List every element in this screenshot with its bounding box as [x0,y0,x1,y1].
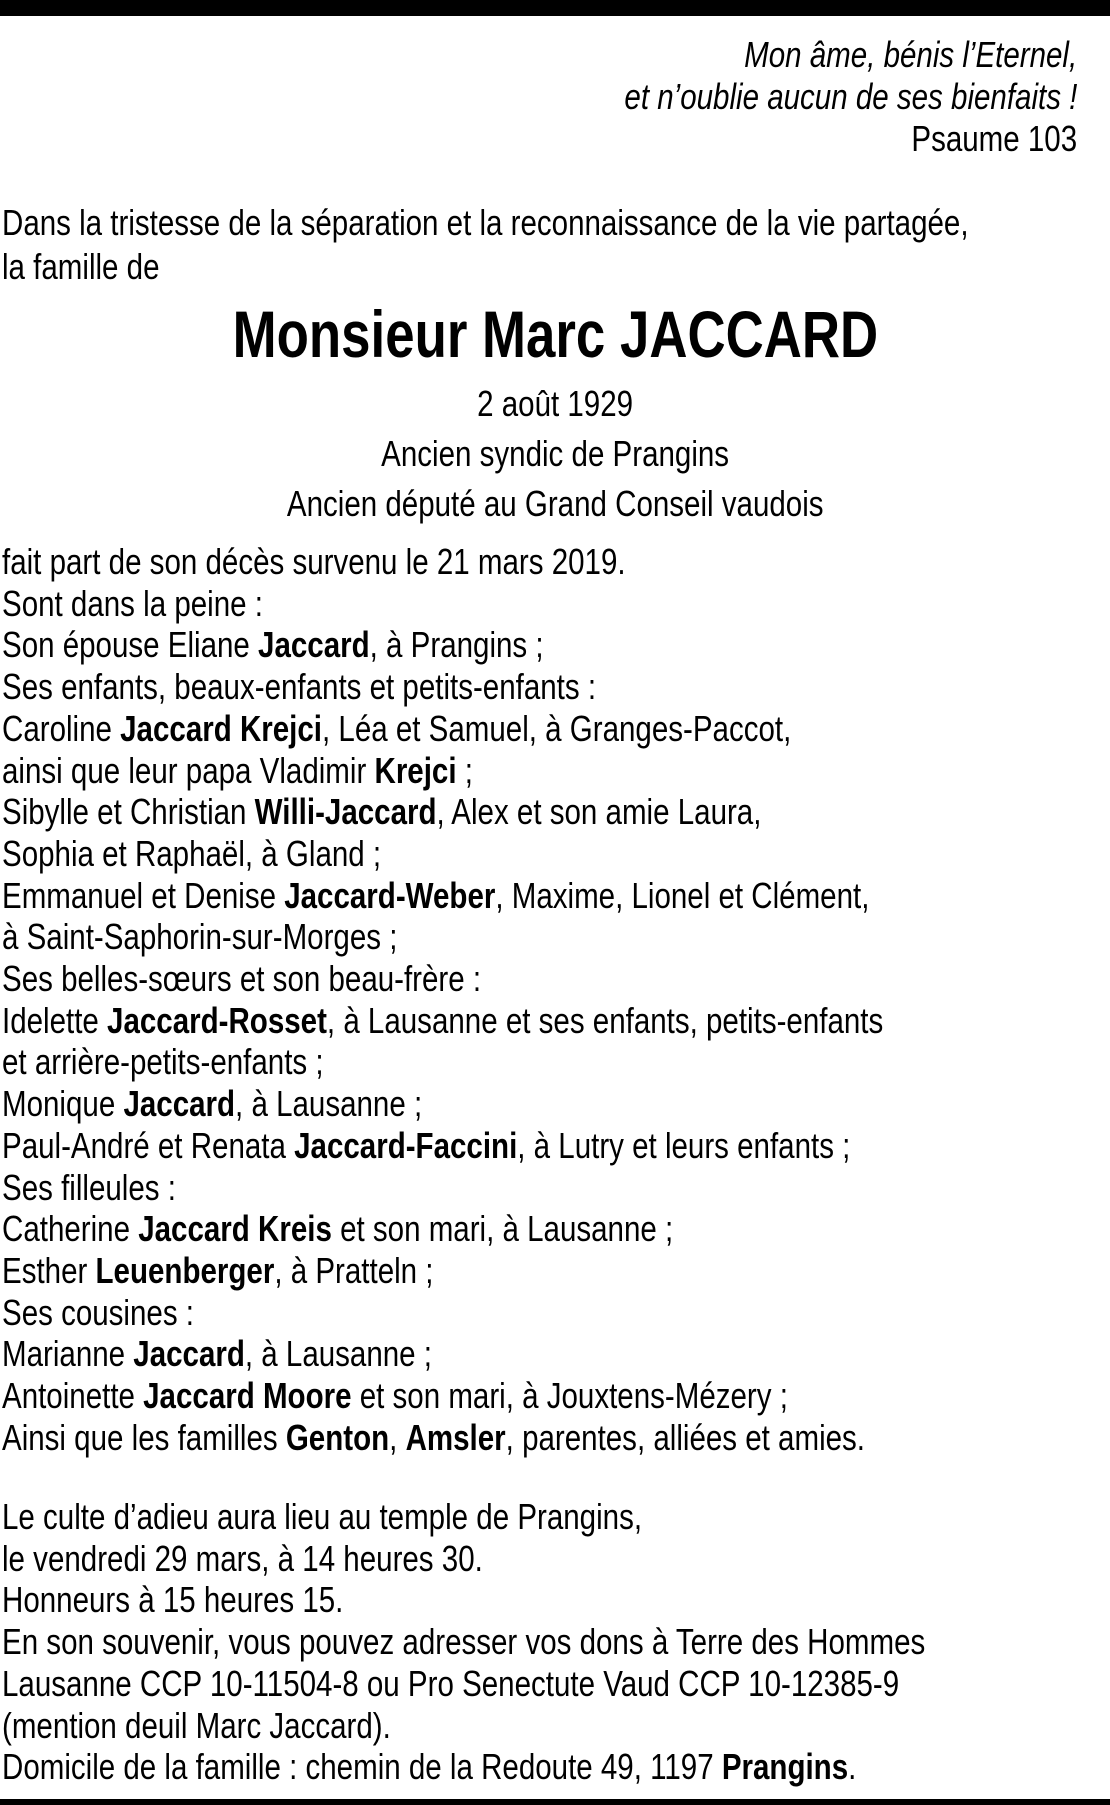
family-line-text [2,541,626,583]
family-line-text [2,833,381,875]
text-segment: Le culte d’adieu aura lieu au temple de Prangins, [2,1496,643,1537]
family-line-text [2,666,596,708]
intro-line [0,201,1110,245]
info-line-text [2,1663,899,1705]
family-line-text [2,958,481,1000]
info-line-text [2,1705,391,1747]
family-line [0,583,1110,625]
family-line-text [2,1041,324,1083]
family-line-text [2,1208,673,1250]
family-line [0,624,1110,666]
family-name: Jaccard-Weber [284,874,496,916]
text-segment: Paul-André et Renata [2,1124,295,1166]
info-line [0,1579,1110,1621]
info-line [0,1663,1110,1705]
psalm-quote [0,34,1110,160]
text-segment: Esther [2,1249,96,1291]
deceased-name [0,294,1110,374]
quote-reference [0,118,1110,160]
quote-text: Mon âme, bénis l’Eternel, [743,34,1077,75]
text-segment: et arrière-petits-enfants ; [2,1041,324,1083]
family-name: Jaccard [123,1083,236,1125]
family-line-text [2,750,473,792]
intro-line [0,245,1110,289]
family-line [0,1167,1110,1209]
text-segment: Honneurs à 15 heures 15. [2,1579,344,1621]
quote-line [0,34,1110,76]
text-segment: , à Lausanne et ses enfants, petits-enfants [326,999,884,1041]
text-segment: Antoinette [2,1375,144,1417]
info-line [0,1496,1110,1538]
intro [0,201,1110,289]
family-name: Willi-Jaccard [254,791,437,833]
family-name: Amsler [405,1416,506,1458]
info-line [0,1621,1110,1663]
text-segment: , à Lutry et leurs enfants ; [517,1124,851,1166]
family-name: Jaccard Moore [143,1375,352,1417]
text-segment: ainsi que leur papa Vladimir [2,749,375,791]
text-segment: Idelette [2,999,108,1041]
deceased-name-text: Monsieur Marc JACCARD [232,297,878,371]
family-line [0,958,1110,1000]
info-line [0,1705,1110,1747]
text-segment: fait part de son décès survenu le 21 mars 2019. [2,541,626,582]
info-line-text [2,1496,642,1538]
text-segment: , [389,1416,406,1458]
family-line [0,1000,1110,1042]
text-segment: , à Prangins ; [369,624,544,666]
family-line [0,1375,1110,1417]
text-segment: Emmanuel et Denise [2,874,285,916]
text-segment: Ses cousines : [2,1291,194,1333]
family-line [0,1333,1110,1375]
text-segment: Ses filleules : [2,1166,176,1208]
family-line [0,1083,1110,1125]
text-segment: (mention deuil Marc Jaccard). [2,1704,391,1746]
family-line-text [2,1417,865,1459]
family-name: Prangins [721,1746,849,1788]
top-border [0,0,1110,16]
family-line-text [2,1125,850,1167]
info-line-text [2,1746,856,1788]
text-segment: ; [456,749,473,791]
family-line-text [2,624,544,666]
family-name: Krejci [374,749,457,791]
text-segment: Ses enfants, beaux-enfants et petits-enfants : [2,666,597,708]
family-name: Leuenberger [95,1249,275,1291]
family-line [0,1208,1110,1250]
family-line-text [2,916,397,958]
text-segment: Catherine [2,1208,139,1250]
family-line-text [2,583,263,625]
family-line [0,541,1110,583]
text-segment: Son épouse Eliane [2,624,259,666]
text-segment: Caroline [2,707,121,749]
text-segment: , parentes, alliées et amies. [505,1416,866,1458]
text-segment: Marianne [2,1333,134,1375]
text-segment: et son mari, à Lausanne ; [331,1208,674,1250]
family-line [0,1417,1110,1459]
family-name: Jaccard-Faccini [294,1124,518,1166]
family-line [0,708,1110,750]
text-segment: Sont dans la peine : [2,582,263,624]
info-line-text [2,1538,483,1580]
family-line [0,875,1110,917]
family-line [0,791,1110,833]
text-segment: à Saint-Saphorin-sur-Morges ; [2,916,398,958]
text-segment: Ainsi que les familles [2,1416,286,1458]
family-line [0,1250,1110,1292]
family-line-text [2,708,791,750]
text-segment: Domicile de la famille : chemin de la Redoute 49, 1197 [2,1746,722,1788]
family-line [0,1125,1110,1167]
family-line-text [2,1333,432,1375]
family-name: Jaccard Kreis [138,1208,332,1250]
text-segment: . [848,1746,857,1788]
quote-line [0,76,1110,118]
family-list [0,541,1110,1458]
family-line [0,833,1110,875]
text-segment: Lausanne CCP 10-11504-8 ou Pro Senectute Vaud CCP 10-12385-9 [2,1662,900,1704]
text-segment: , Maxime, Lionel et Clément, [495,874,870,916]
detail-line [0,429,1110,479]
info-line [0,1746,1110,1788]
bottom-border [0,1799,1110,1805]
text-segment: , à Lausanne ; [244,1333,433,1375]
family-line [0,666,1110,708]
family-line-text [2,1167,176,1209]
family-line [0,1292,1110,1334]
family-name: Jaccard-Rosset [107,999,327,1041]
family-name: Jaccard [258,624,370,666]
quote-text: et n’oublie aucun de ses bienfaits ! [624,76,1077,117]
family-name: Jaccard Krejci [120,707,323,749]
deceased-details [0,379,1110,529]
intro-text: Dans la tristesse de la séparation et la reconnaissance de la vie partagée, [2,202,969,243]
text-segment: Monique [2,1083,124,1125]
text-segment: , à Pratteln ; [274,1249,434,1291]
family-line-text [2,1375,788,1417]
role: Ancien député au Grand Conseil vaudois [286,483,824,524]
detail-line [0,379,1110,429]
ceremony-info [0,1496,1110,1788]
info-line-text [2,1621,925,1663]
info-line-text [2,1579,343,1621]
family-line [0,916,1110,958]
role: Ancien syndic de Prangins [381,433,729,474]
family-name: Genton [285,1416,390,1458]
text-segment: et son mari, à Jouxtens-Mézery ; [351,1375,788,1417]
text-segment: , Alex et son amie Laura, [436,791,762,833]
text-segment: , à Lausanne ; [235,1083,423,1125]
intro-text: la famille de [2,246,160,287]
text-segment: , Léa et Samuel, à Granges-Paccot, [322,707,792,749]
birth-date: 2 août 1929 [477,383,633,424]
family-line [0,1041,1110,1083]
text-segment: le vendredi 29 mars, à 14 heures 30. [2,1537,483,1579]
quote-reference-text: Psaume 103 [911,118,1077,159]
family-line-text [2,1000,883,1042]
family-name: Jaccard [133,1333,245,1375]
family-line-text [2,1292,194,1334]
family-line [0,750,1110,792]
info-line [0,1538,1110,1580]
text-segment: Sophia et Raphaël, à Gland ; [2,832,382,874]
detail-line [0,479,1110,529]
family-line-text [2,875,869,917]
text-segment: En son souvenir, vous pouvez adresser vos dons à Terre des Hommes [2,1621,926,1663]
family-line-text [2,1250,433,1292]
text-segment: Ses belles-sœurs et son beau-frère : [2,958,482,1000]
family-line-text [2,1083,422,1125]
text-segment: Sibylle et Christian [2,791,255,833]
family-line-text [2,791,761,833]
